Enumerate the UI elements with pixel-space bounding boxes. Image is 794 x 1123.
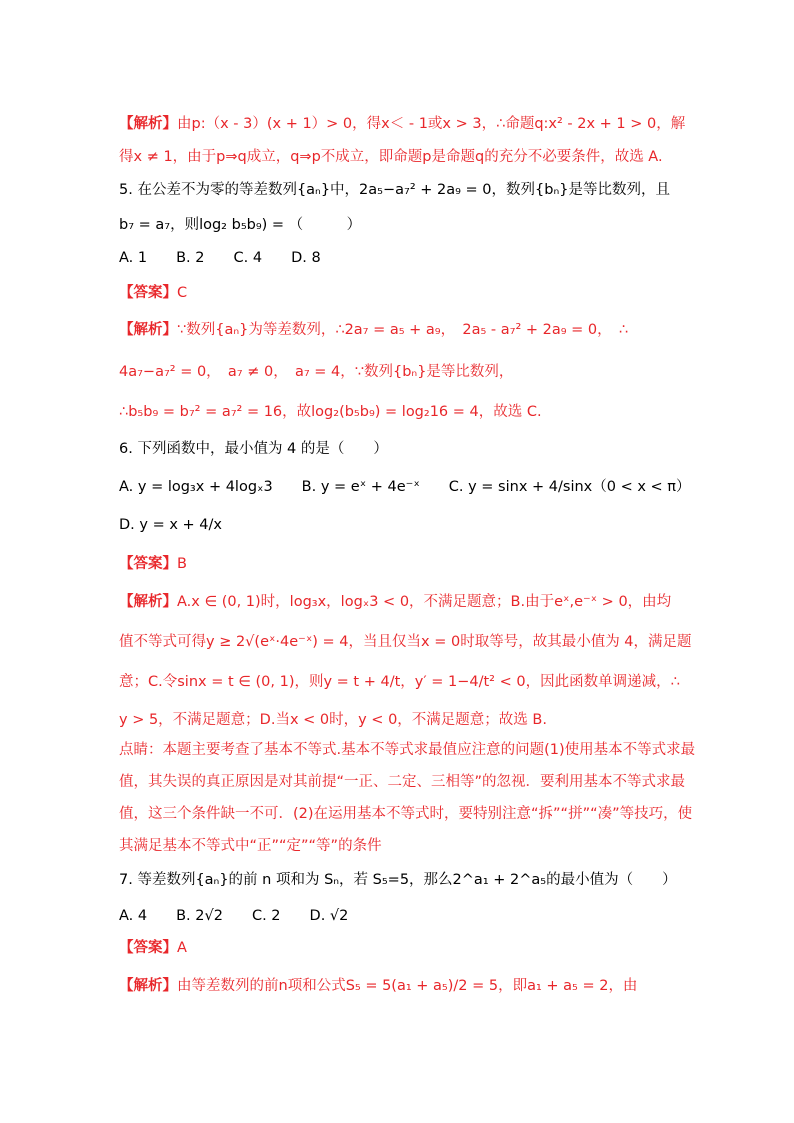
text-line	[119, 145, 663, 166]
line-text: 4a₇−a₇² = 0， a₇ ≠ 0， a₇ = 4，∵数列{bₙ}是等比数列，	[119, 364, 514, 380]
line-text: ∴b₅b₉ = b₇² = a₇² = 16，故log₂(b₅b₉) = log₂16 = 4，故选 C.	[119, 404, 542, 420]
text-line	[119, 904, 348, 925]
text-line	[119, 630, 692, 651]
line-text: A.x ∈ (0, 1)时，log₃x，logₓ3 < 0，不满足题意；B.由于eˣ,e⁻ˣ > 0，由均	[177, 594, 672, 610]
line-text: 值，这三个条件缺一不可．(2)在运用基本不等式时，要特别注意“拆”“拼”“凑”等技巧，使	[119, 806, 693, 822]
section-tag: 【解析】	[119, 115, 177, 132]
text-line	[119, 974, 637, 995]
text-line	[119, 834, 382, 855]
line-text: A	[177, 940, 187, 956]
text-line	[119, 437, 388, 458]
line-text: A. 1 B. 2 C. 4 D. 8	[119, 250, 321, 266]
section-tag: 【答案】	[119, 555, 177, 572]
line-text: A. y = log₃x + 4logₓ3 B. y = eˣ + 4e⁻ˣ C. y = sinx + 4/sinx（0 < x < π）	[119, 479, 691, 495]
line-text: D. y = x + 4/x	[119, 517, 222, 533]
text-line	[119, 246, 321, 267]
text-line	[119, 112, 685, 133]
line-text: 由p:（x - 3）(x + 1）> 0，得x＜ - 1或x > 3，∴命题q:x² - 2x + 1 > 0，解	[177, 116, 686, 132]
text-line	[119, 360, 513, 381]
text-line	[119, 936, 187, 957]
line-text: 7. 等差数列{aₙ}的前 n 项和为 Sₙ，若 S₅=5，那么2^a₁ + 2^a₅的最小值为（ ）	[119, 872, 677, 888]
text-line	[119, 517, 222, 533]
text-line	[119, 670, 680, 691]
section-tag: 【解析】	[119, 593, 177, 610]
text-line	[119, 318, 628, 339]
line-text: C	[177, 285, 188, 301]
line-text: A. 4 B. 2√2 C. 2 D. √2	[119, 908, 349, 924]
section-tag: 【答案】	[119, 284, 177, 301]
line-text: 5. 在公差不为零的等差数列{aₙ}中，2a₅−a₇² + 2a₉ = 0，数列{bₙ}是等比数列，且	[119, 182, 670, 198]
line-text: 值，其失误的真正原因是对其前提“一正、二定、三相等”的忽视．要利用基本不等式求最	[119, 774, 686, 790]
text-line	[119, 590, 671, 611]
text-line	[119, 708, 547, 729]
text-line	[119, 400, 542, 421]
line-text: 由等差数列的前n项和公式S₅ = 5(a₁ + a₅)/2 = 5，即a₁ + a₅ = 2，由	[177, 978, 638, 994]
line-text: B	[177, 556, 187, 572]
line-text: ∵数列{aₙ}为等差数列，∴2a₇ = a₅ + a₉， 2a₅ - a₇² + 2a₉ = 0， ∴	[177, 322, 629, 338]
section-tag: 【答案】	[119, 939, 177, 956]
text-line	[119, 868, 677, 889]
line-text: 值不等式可得y ≥ 2√(eˣ·4e⁻ˣ) = 4，当且仅当x = 0时取等号，故其最小值为 4，满足题	[119, 634, 692, 650]
line-text: b₇ = a₇，则log₂ b₅b₉) = （ ）	[119, 217, 362, 233]
line-text: 6. 下列函数中，最小值为 4 的是（ ）	[119, 441, 388, 457]
line-text: 其满足基本不等式中“正”“定”“等”的条件	[119, 838, 382, 854]
line-text: y > 5，不满足题意；D.当x < 0时，y < 0，不满足题意；故选 B.	[119, 712, 547, 728]
line-text: 点睛：本题主要考查了基本不等式.基本不等式求最值应注意的问题(1)使用基本不等式求最	[119, 742, 696, 758]
text-line	[119, 213, 361, 234]
section-tag: 【解析】	[119, 321, 177, 338]
text-line	[119, 475, 691, 496]
text-line	[119, 802, 692, 823]
text-line	[119, 552, 187, 573]
text-line	[119, 738, 695, 759]
line-text: 得x ≠ 1，由于p⇒q成立，q⇒p不成立，即命题p是命题q的充分不必要条件，故选 A.	[119, 149, 663, 165]
text-line	[119, 178, 670, 199]
text-line	[119, 281, 187, 302]
line-text: 意；C.令sinx = t ∈ (0, 1)，则y = t + 4/t，y′ = 1−4/t² < 0，因此函数单调递减，∴	[119, 674, 680, 690]
text-line	[119, 770, 685, 791]
section-tag: 【解析】	[119, 977, 177, 994]
